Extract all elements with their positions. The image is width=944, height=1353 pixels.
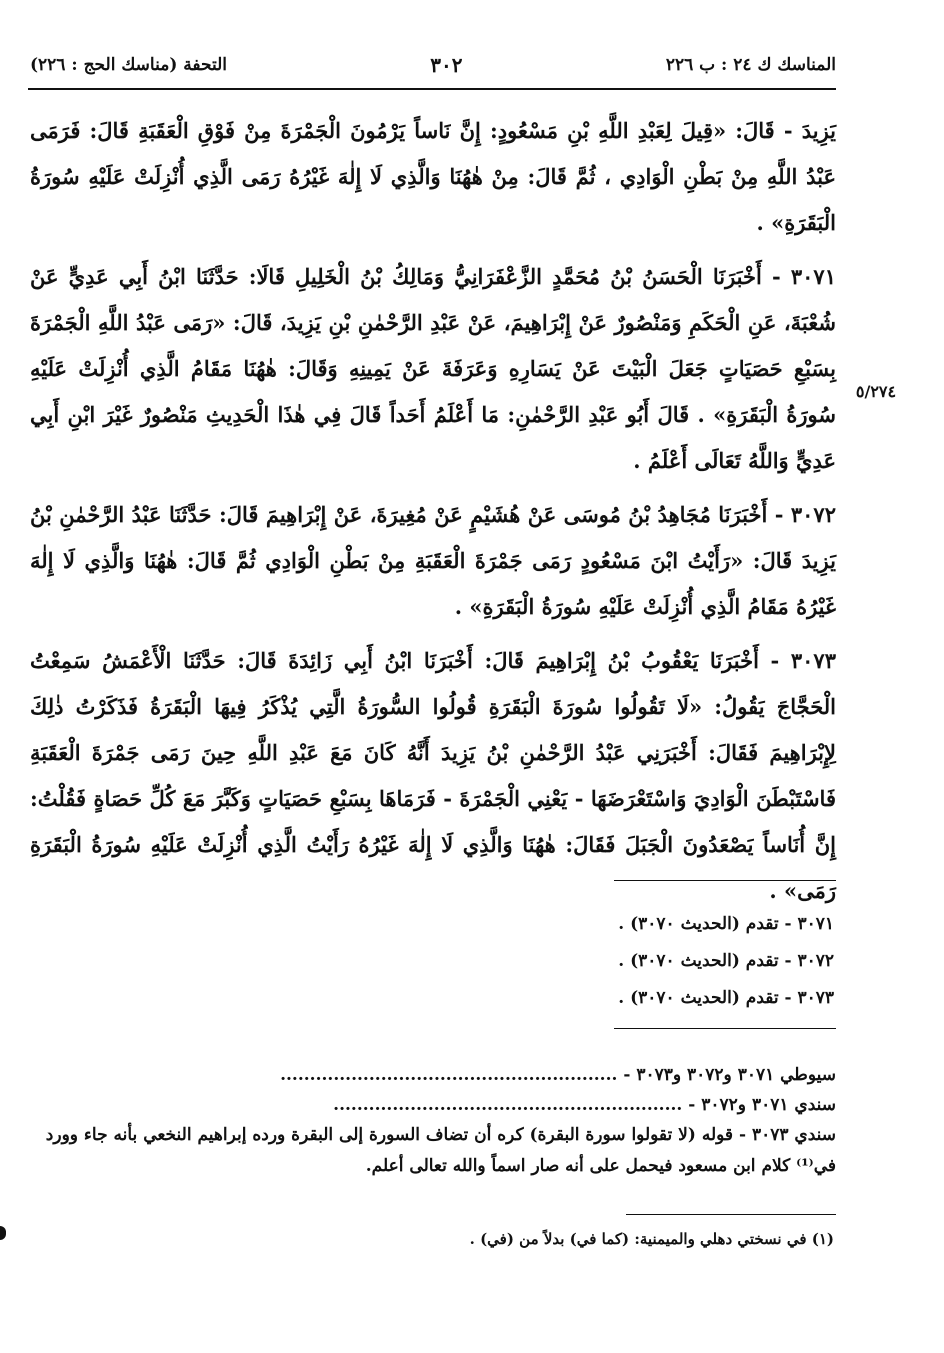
header-divider bbox=[28, 88, 836, 90]
footnote: ٣٠٧٢ - تقدم (الحديث ٣٠٧٠) . bbox=[618, 951, 834, 971]
header-book-ref: التحفة (مناسك الحج : ٢٢٦) bbox=[30, 55, 228, 75]
hadith-3071 bbox=[30, 254, 836, 484]
commentary-sindi-1: سندي ٣٠٧١ و٣٠٧٢ - ........................................................... bbox=[333, 1095, 836, 1115]
header-section-ref: المناسك ك ٢٤ : ب ٢٢٦ bbox=[665, 55, 836, 75]
hadith-number: ٣٠٧٢ - bbox=[774, 502, 836, 527]
leader-dots: ........................................................... bbox=[333, 1095, 683, 1115]
hadith-3073 bbox=[30, 638, 836, 914]
scan-edge-mark bbox=[0, 1226, 6, 1240]
hadith-number: ٣٠٧١ - bbox=[772, 264, 836, 289]
footnotes bbox=[30, 906, 834, 1017]
paragraph-continuation bbox=[30, 108, 836, 246]
hadith-3072 bbox=[30, 492, 836, 630]
bottom-footnote: (١) في نسختي دهلي والميمنية: (كما في) بدلاً من (في) . bbox=[469, 1230, 834, 1248]
commentary-sindi-2: سندي ٣٠٧٣ - قوله (لا تقولوا سورة البقرة) كره أن تضاف السورة إلى البقرة ورده إبراهيم النخعي بأنه جاء وورد في⁽¹⁾ كلام ابن مسعود فيحمل على أنه صار اسماً والله تعالى أعلم. bbox=[45, 1125, 836, 1176]
margin-reference: ٥/٢٧٤ bbox=[855, 382, 897, 401]
leader-dots: ......................................................... bbox=[280, 1065, 618, 1085]
page-header bbox=[30, 48, 836, 82]
paragraph-text: أَخْبَرَنَا مُجَاهِدُ بْنُ مُوسَى عَنْ هُشَيْمٍ عَنْ مُغِيرَةَ، عَنْ إِبْرَاهِيمَ قَالَ: حَدَّثَنَا عَبْدُ الرَّحْمٰنِ بْنُ يَزِيدَ قَالَ: «رَأَيْتُ ابْنَ مَسْعُودٍ رَمَى جَمْرَةَ الْعَقَبَةِ مِنْ بَطْنِ الْوَادِي ثُمَّ قَالَ: هٰهُنَا وَالَّذِي لَا إِلٰهَ غَيْرُهُ مَقَامُ الَّذِي أُنْزِلَتْ عَلَيْهِ سُورَةُ الْبَقَرَةِ» . bbox=[30, 502, 836, 619]
footnote: ٣٠٧٣ - تقدم (الحديث ٣٠٧٠) . bbox=[618, 988, 834, 1008]
commentary-divider bbox=[614, 1028, 836, 1029]
paragraph-text: يَزِيدَ - قَالَ: «قِيلَ لِعَبْدِ اللَّهِ بْنِ مَسْعُودٍ: إِنَّ نَاساً يَرْمُونَ الْجَمْرَةَ مِنْ فَوْقِ الْعَقَبَةِ قَالَ: فَرَمَى عَبْدُ اللَّهِ مِنْ بَطْنِ الْوَادِي ، ثُمَّ قَالَ: مِنْ هٰهُنَا وَالَّذِي لَا إِلٰهَ غَيْرُهُ رَمَى الَّذِي أُنْزِلَتْ عَلَيْهِ سُورَةُ الْبَقَرَةِ» . bbox=[30, 118, 836, 235]
page-number: ٣٠٢ bbox=[430, 53, 463, 77]
paragraph-text: أَخْبَرَنَا يَعْقُوبُ بْنُ إِبْرَاهِيمَ قَالَ: أَخْبَرَنَا ابْنُ أَبِي زَائِدَةَ قَالَ: حَدَّثَنَا الْأَعْمَشُ سَمِعْتُ الْحَجَّاجَ يَقُولُ: «لَا تَقُولُوا سُورَةَ الْبَقَرَةِ قُولُوا السُّورَةُ الَّتِي يُذْكَرُ فِيهَا الْبَقَرَةُ فَذَكَرْتُ ذٰلِكَ لِإِبْرَاهِيمَ فَقَالَ: أَخْبَرَنِي عَبْدُ الرَّحْمٰنِ بْنُ يَزِيدَ أَنَّهُ كَانَ مَعَ عَبْدِ اللَّهِ حِينَ رَمَى جَمْرَةَ الْعَقَبَةِ فَاسْتَبْطَنَ الْوَادِيَ وَاسْتَعْرَضَهَا - يَعْنِي الْجَمْرَةَ - فَرَمَاهَا بِسَبْعِ حَصَيَاتٍ وَكَبَّرَ مَعَ كُلِّ حَصَاةٍ فَقُلْتُ: إِنَّ أُنَاساً يَصْعَدُونَ الْجَبَلَ فَقَالَ: هٰهُنَا وَالَّذِي لَا إِلٰهَ غَيْرُهُ رَأَيْتُ الَّذِي أُنْزِلَتْ عَلَيْهِ سُورَةُ الْبَقَرَةِ رَمَى» . bbox=[30, 648, 836, 903]
paragraph-text: أَخْبَرَنَا الْحَسَنُ بْنُ مُحَمَّدٍ الزَّعْفَرَانِيُّ وَمَالِكُ بْنُ الْخَلِيلِ قَالَا: حَدَّثَنَا ابْنُ أَبِي عَدِيٍّ عَنْ شُعْبَةَ، عَنِ الْحَكَمِ وَمَنْصُورٌ عَنْ إِبْرَاهِيمَ، عَنْ عَبْدِ الرَّحْمٰنِ بْنِ يَزِيدَ، قَالَ: «رَمَى عَبْدُ اللَّهِ الْجَمْرَةَ بِسَبْعِ حَصَيَاتٍ جَعَلَ الْبَيْتَ عَنْ يَسَارِهِ وَعَرَفَةَ عَنْ يَمِينِهِ وَقَالَ: هٰهُنَا مَقَامُ الَّذِي أُنْزِلَتْ عَلَيْهِ سُورَةُ الْبَقَرَةِ» . قَالَ أَبُو عَبْدِ الرَّحْمٰنِ: مَا أَعْلَمُ أَحَداً قَالَ فِي هٰذَا الْحَدِيثِ مَنْصُورٌ غَيْرَ ابْنِ أَبِي عَدِيٍّ وَاللَّهُ تَعَالَى أَعْلَمُ . bbox=[30, 264, 837, 473]
hadith-number: ٣٠٧٣ - bbox=[770, 648, 836, 673]
footnote: ٣٠٧١ - تقدم (الحديث ٣٠٧٠) . bbox=[618, 914, 834, 934]
footnote-divider bbox=[614, 880, 836, 881]
commentary bbox=[30, 1060, 836, 1182]
main-text bbox=[30, 108, 836, 922]
commentary-suyuti: سيوطي ٣٠٧١ و٣٠٧٢ و٣٠٧٣ - ......................................................... bbox=[280, 1065, 836, 1085]
bottom-note-divider bbox=[626, 1214, 836, 1215]
